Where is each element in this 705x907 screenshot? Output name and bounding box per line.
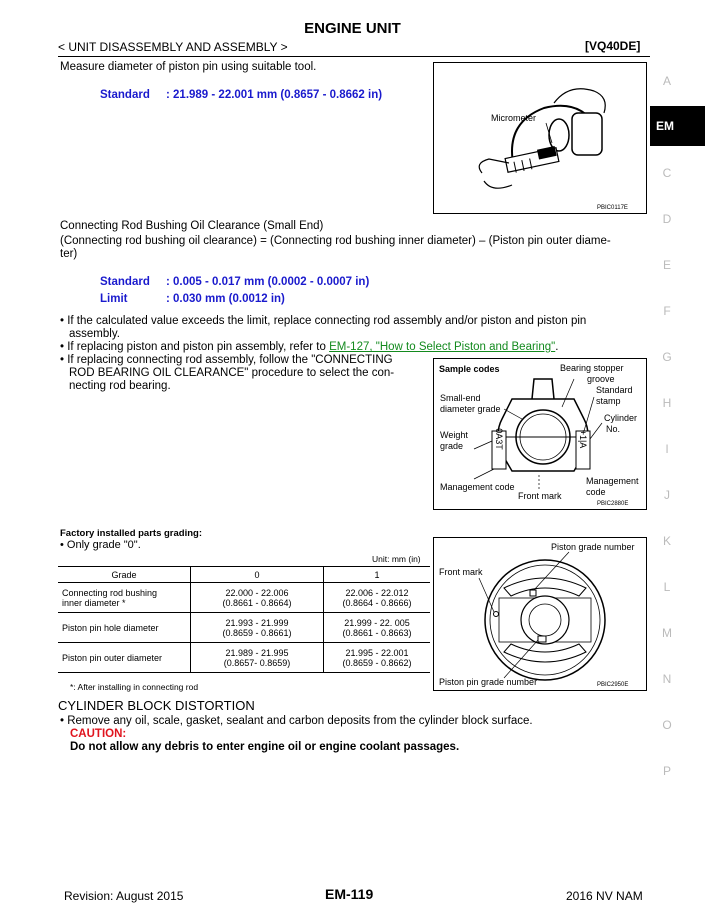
bushing-bullet2-suffix: . bbox=[555, 341, 559, 353]
footer-revision: Revision: August 2015 bbox=[64, 889, 184, 903]
header-rule bbox=[58, 56, 650, 57]
fig2-management-code2b: code bbox=[586, 487, 606, 497]
micrometer-figure bbox=[433, 62, 647, 214]
bushing-standard-value: : 0.005 - 0.017 mm (0.0002 - 0.0007 in) bbox=[166, 276, 370, 288]
table-row bbox=[58, 643, 430, 673]
piston-bearing-link[interactable]: EM-127, "How to Select Piston and Bearing" bbox=[329, 341, 556, 353]
side-index-f[interactable]: F bbox=[663, 304, 671, 318]
col-grade-1: 1 bbox=[324, 567, 431, 583]
cell-grade-0: 22.000 - 22.006 (0.8661 - 0.8664) bbox=[191, 583, 324, 613]
side-index-k[interactable]: K bbox=[662, 534, 671, 548]
bushing-limit-value: : 0.030 mm (0.0012 in) bbox=[166, 293, 285, 305]
cell-grade-1: 21.999 - 22. 005 (0.8661 - 0.8663) bbox=[324, 613, 431, 643]
side-index-em[interactable]: EM bbox=[650, 106, 705, 146]
bushing-bullet1-line1: • If the calculated value exceeds the limit, replace connecting rod assembly and/or piston and piston pin bbox=[60, 315, 587, 327]
row-name: Piston pin hole diameter bbox=[58, 613, 191, 643]
fig2-stamp: stamp bbox=[596, 396, 621, 406]
table-header-row bbox=[58, 567, 430, 583]
fig3-front-mark: Front mark bbox=[439, 567, 483, 577]
table-row bbox=[58, 583, 430, 613]
grading-heading: Factory installed parts grading: bbox=[60, 528, 202, 539]
fig2-cylinder: Cylinder bbox=[604, 413, 638, 423]
fig2-grade: grade bbox=[440, 441, 464, 451]
pin-standard-value: : 21.989 - 22.001 mm (0.8657 - 0.8662 in) bbox=[166, 89, 383, 101]
figure2-id: PBIC2880E bbox=[597, 501, 629, 507]
fig2-management-code: Management code bbox=[440, 482, 515, 492]
bushing-limit-label: Limit bbox=[100, 293, 128, 305]
bushing-bullet2-prefix: • If replacing piston and piston pin assembly, refer to bbox=[60, 341, 330, 353]
engine-code: [VQ40DE] bbox=[585, 39, 641, 53]
side-index-h[interactable]: H bbox=[662, 396, 672, 410]
side-index-p[interactable]: P bbox=[662, 764, 671, 778]
fig2-left-stamp: 0A3T bbox=[494, 428, 504, 450]
col-grade: Grade bbox=[58, 567, 191, 583]
page-title: ENGINE UNIT bbox=[304, 20, 401, 37]
piston-grade-figure bbox=[433, 537, 647, 691]
bushing-formula-line1: (Connecting rod bushing oil clearance) = (Connecting rod bushing inner diameter) – (Piston pin outer diame- bbox=[60, 235, 611, 247]
fig2-standard: Standard bbox=[596, 385, 633, 395]
figure3-id: PBIC2950E bbox=[597, 682, 629, 688]
row-name: Piston pin outer diameter bbox=[58, 643, 191, 673]
grading-footnote: *: After installing in connecting rod bbox=[70, 682, 199, 692]
grading-unit: Unit: mm (in) bbox=[372, 554, 421, 564]
bushing-formula-line2: ter) bbox=[60, 248, 78, 260]
fig2-title: Sample codes bbox=[439, 364, 500, 374]
pin-intro: Measure diameter of piston pin using suitable tool. bbox=[60, 61, 317, 73]
micrometer-label: Micrometer bbox=[491, 113, 537, 123]
distortion-bullet: • Remove any oil, scale, gasket, sealant and carbon deposits from the cylinder block surface. bbox=[60, 715, 533, 727]
footer-page: EM-119 bbox=[325, 886, 374, 902]
bushing-standard-label: Standard bbox=[100, 276, 150, 288]
caution-label: CAUTION: bbox=[70, 728, 127, 740]
side-index-d[interactable]: D bbox=[662, 212, 672, 226]
side-index-o[interactable]: O bbox=[662, 718, 672, 732]
fig2-small-end: Small-end bbox=[440, 393, 481, 403]
side-index-l[interactable]: L bbox=[663, 580, 671, 594]
grading-table bbox=[58, 566, 430, 673]
side-index-g[interactable]: G bbox=[662, 350, 672, 364]
side-index-j[interactable]: J bbox=[664, 488, 670, 502]
micrometer-illustration bbox=[434, 63, 646, 213]
bushing-bullet1-line2: assembly. bbox=[69, 328, 120, 340]
connecting-rod-illustration bbox=[434, 359, 646, 509]
fig2-weight: Weight bbox=[440, 430, 468, 440]
col-grade-0: 0 bbox=[191, 567, 324, 583]
bushing-heading: Connecting Rod Bushing Oil Clearance (Small End) bbox=[60, 220, 324, 232]
fig2-front-mark: Front mark bbox=[518, 491, 562, 501]
row-name: Connecting rod bushing inner diameter * bbox=[58, 583, 191, 613]
cell-grade-1: 21.995 - 22.001 (0.8659 - 0.8662) bbox=[324, 643, 431, 673]
side-index-c[interactable]: C bbox=[662, 166, 672, 180]
side-index-m[interactable]: M bbox=[662, 626, 672, 640]
fig3-piston-grade: Piston grade number bbox=[551, 542, 635, 552]
side-index-e[interactable]: E bbox=[662, 258, 671, 272]
bushing-bullet3-line2: ROD BEARING OIL CLEARANCE" procedure to select the con- bbox=[69, 367, 395, 379]
piston-illustration bbox=[434, 538, 646, 690]
cell-grade-0: 21.989 - 21.995 (0.8657- 0.8659) bbox=[191, 643, 324, 673]
fig2-diameter-grade: diameter grade bbox=[440, 404, 501, 414]
fig2-groove: groove bbox=[587, 374, 615, 384]
cell-grade-1: 22.006 - 22.012 (0.8664 - 0.8666) bbox=[324, 583, 431, 613]
section-title: < UNIT DISASSEMBLY AND ASSEMBLY > bbox=[58, 40, 288, 54]
caution-text: Do not allow any debris to enter engine oil or engine coolant passages. bbox=[70, 741, 460, 753]
fig3-pin-grade: Piston pin grade number bbox=[439, 677, 538, 687]
fig2-right-stamp: +1|A bbox=[578, 429, 588, 449]
bushing-bullet3-line3: necting rod bearing. bbox=[69, 380, 171, 392]
bushing-bullet2 bbox=[60, 341, 558, 353]
side-index-n[interactable]: N bbox=[662, 672, 672, 686]
bushing-bullet3-line1: • If replacing connecting rod assembly, follow the "CONNECTING bbox=[60, 354, 393, 366]
footer-model: 2016 NV NAM bbox=[566, 889, 643, 903]
side-index-a[interactable]: A bbox=[662, 74, 671, 88]
fig2-no: No. bbox=[606, 424, 621, 434]
sample-codes-figure bbox=[433, 358, 647, 510]
cell-grade-0: 21.993 - 21.999 (0.8659 - 0.8661) bbox=[191, 613, 324, 643]
figure1-id: PBIC0117E bbox=[597, 205, 628, 211]
grading-bullet: • Only grade "0". bbox=[60, 539, 141, 551]
fig2-management-code2a: Management bbox=[586, 476, 639, 486]
distortion-heading: CYLINDER BLOCK DISTORTION bbox=[58, 698, 255, 713]
pin-standard-label: Standard bbox=[100, 89, 150, 101]
table-row bbox=[58, 613, 430, 643]
side-index-i[interactable]: I bbox=[665, 442, 669, 456]
fig2-bearing-stopper: Bearing stopper bbox=[560, 363, 624, 373]
